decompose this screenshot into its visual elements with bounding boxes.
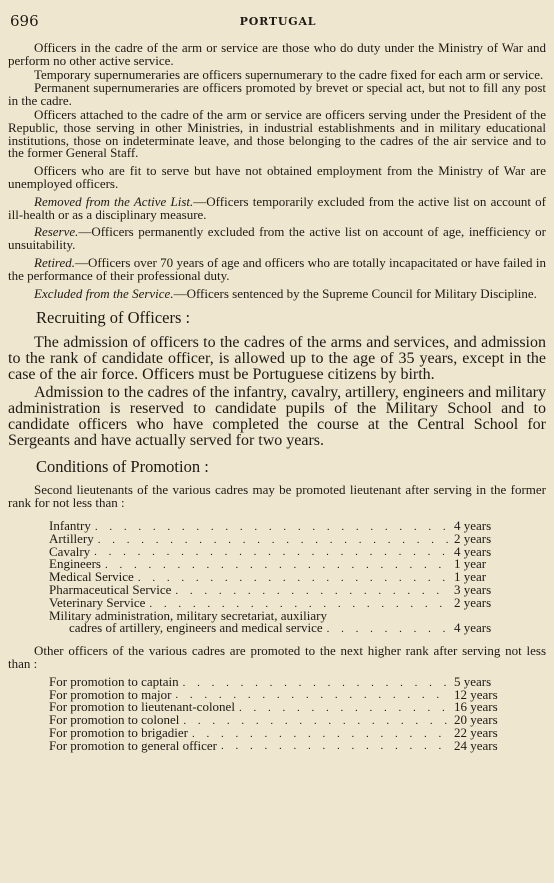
definition-text: —Officers over 70 years of age and officers who are totally incapacitated or have failed in the performance of their professional duty. <box>8 254 546 283</box>
definition-term: Reserve. <box>34 224 79 240</box>
list-item-label-continued: cadres of artillery, engineers and medical service <box>69 620 323 636</box>
list-item-label: Medical Service <box>49 569 134 585</box>
list-item-label: For promotion to major <box>49 686 172 702</box>
list-item-value: 2 years <box>454 530 492 546</box>
definition-paragraph <box>8 193 546 222</box>
definition-text: Temporary supernumeraries are officers supernumerary to the cadre fixed for each arm or service. <box>34 66 544 82</box>
definition-paragraph <box>8 285 546 301</box>
page-content <box>8 42 546 752</box>
list-item-label: Artillery <box>49 530 94 546</box>
list-item-value: 5 years <box>454 673 492 689</box>
dot-leader <box>105 559 450 571</box>
list-item-value: 3 years <box>454 581 492 597</box>
list-item-label: Infantry <box>49 517 91 533</box>
dot-leader <box>327 623 450 635</box>
page-number: 696 <box>10 12 39 30</box>
list-item-label: For promotion to lieutenant-colonel <box>49 699 235 715</box>
definition-paragraph <box>8 254 546 283</box>
list-item-value: 16 years <box>454 699 498 715</box>
definition-text: Officers attached to the cadre of the arm or service are officers serving under the President of the Republic, those serving in other Ministries, in industrial establishments and in military educational institutions, those on indeterminate leave, and those belonging to the cadres of the air service and to the former General Staff. <box>8 106 546 161</box>
definition-text: —Officers permanently excluded from the active list on account of age, inefficiency or unsuitability. <box>8 224 546 253</box>
definition-term: Removed from the Active List. <box>34 193 194 209</box>
dot-leader <box>239 702 450 714</box>
dot-leader <box>183 677 450 689</box>
list-item-label: For promotion to colonel <box>49 712 180 728</box>
promotion-intro: Other officers of the various cadres are promoted to the next higher rank after serving not less than : <box>8 643 546 671</box>
list-item-value: 2 years <box>454 594 492 610</box>
definition-paragraph <box>8 226 546 252</box>
list-item-value: 1 year <box>454 569 487 585</box>
dot-leader <box>94 546 450 558</box>
list-item-value: 20 years <box>454 712 498 728</box>
definition-paragraph <box>8 82 546 108</box>
definition-text: Officers in the cadre of the arm or service are those who do duty under the Ministry of War and perform no other active service. <box>8 40 546 68</box>
page-header <box>10 12 546 32</box>
list-item-label: Pharmaceutical Service <box>49 581 172 597</box>
list-item-label: Cavalry <box>49 543 91 559</box>
list-item-label: For promotion to brigadier <box>49 724 189 740</box>
dot-leader <box>175 585 450 597</box>
list-item <box>49 517 504 533</box>
list-item <box>49 737 504 753</box>
dot-leader <box>138 572 450 584</box>
definition-text: —Officers sentenced by the Supreme Council for Military Discipline. <box>173 285 537 301</box>
definition-paragraph <box>8 106 546 161</box>
section-heading-recruiting: Recruiting of Officers : <box>36 308 191 328</box>
list-item-value: 4 years <box>454 517 492 533</box>
list-item-value: 1 year <box>454 556 487 572</box>
list-item-value: 24 years <box>454 737 498 753</box>
list-item-label: For promotion to general officer <box>49 737 217 753</box>
definition-term: Retired. <box>34 254 76 270</box>
definition-text: —Officers temporarily excluded from the active list on account of ill-health or as a disciplinary measure. <box>8 193 546 222</box>
list-item-value: 4 years <box>454 543 492 559</box>
list-item-label: For promotion to captain <box>49 673 179 689</box>
definition-text: Officers who are fit to serve but have not obtained employment from the Ministry of War are unemployed officers. <box>8 163 546 191</box>
recruiting-paragraph: Admission to the cadres of the infantry, cavalry, artillery, engineers and military administration is reserved to candidate pupils of the Military School and to candidate officers who have completed the course at the Central School for Sergeants and have actually served for two years. <box>8 384 546 450</box>
list-item-value: 4 years <box>454 620 492 636</box>
definition-paragraph <box>8 42 546 68</box>
definition-term: Excluded from the Service. <box>34 285 174 301</box>
dot-leader <box>98 534 450 546</box>
list-item-label: Military administration, military secretariat, auxiliary <box>49 607 327 623</box>
dot-leader <box>192 728 450 740</box>
senior-promotion-list <box>49 673 504 753</box>
page-title: PORTUGAL <box>239 15 317 28</box>
list-item-multiline <box>49 607 504 636</box>
list-item <box>49 543 504 559</box>
recruiting-paragraph: The admission of officers to the cadres of the arms and services, and admission to the rank of candidate officer, is allowed up to the age of 35 years, except in the case of the air force. Officers must be Portuguese citizens by birth. <box>8 334 546 384</box>
dot-leader <box>95 521 450 533</box>
lieutenant-promotion-list <box>49 517 504 636</box>
dot-leader <box>183 715 450 727</box>
list-item-value: 22 years <box>454 724 498 740</box>
definition-paragraph <box>8 165 546 191</box>
list-item-label: Engineers <box>49 556 101 572</box>
section-heading-promotion: Conditions of Promotion : <box>36 457 209 477</box>
list-item <box>49 530 504 546</box>
list-item-value: 12 years <box>454 686 498 702</box>
dot-leader <box>221 740 450 752</box>
definition-text: Permanent supernumeraries are officers promoted by brevet or special act, but not to fill any post in the cadre. <box>8 80 546 109</box>
list-item-label: Veterinary Service <box>49 594 146 610</box>
promotion-intro: Second lieutenants of the various cadres may be promoted lieutenant after serving in the former rank for not less than : <box>8 482 546 511</box>
